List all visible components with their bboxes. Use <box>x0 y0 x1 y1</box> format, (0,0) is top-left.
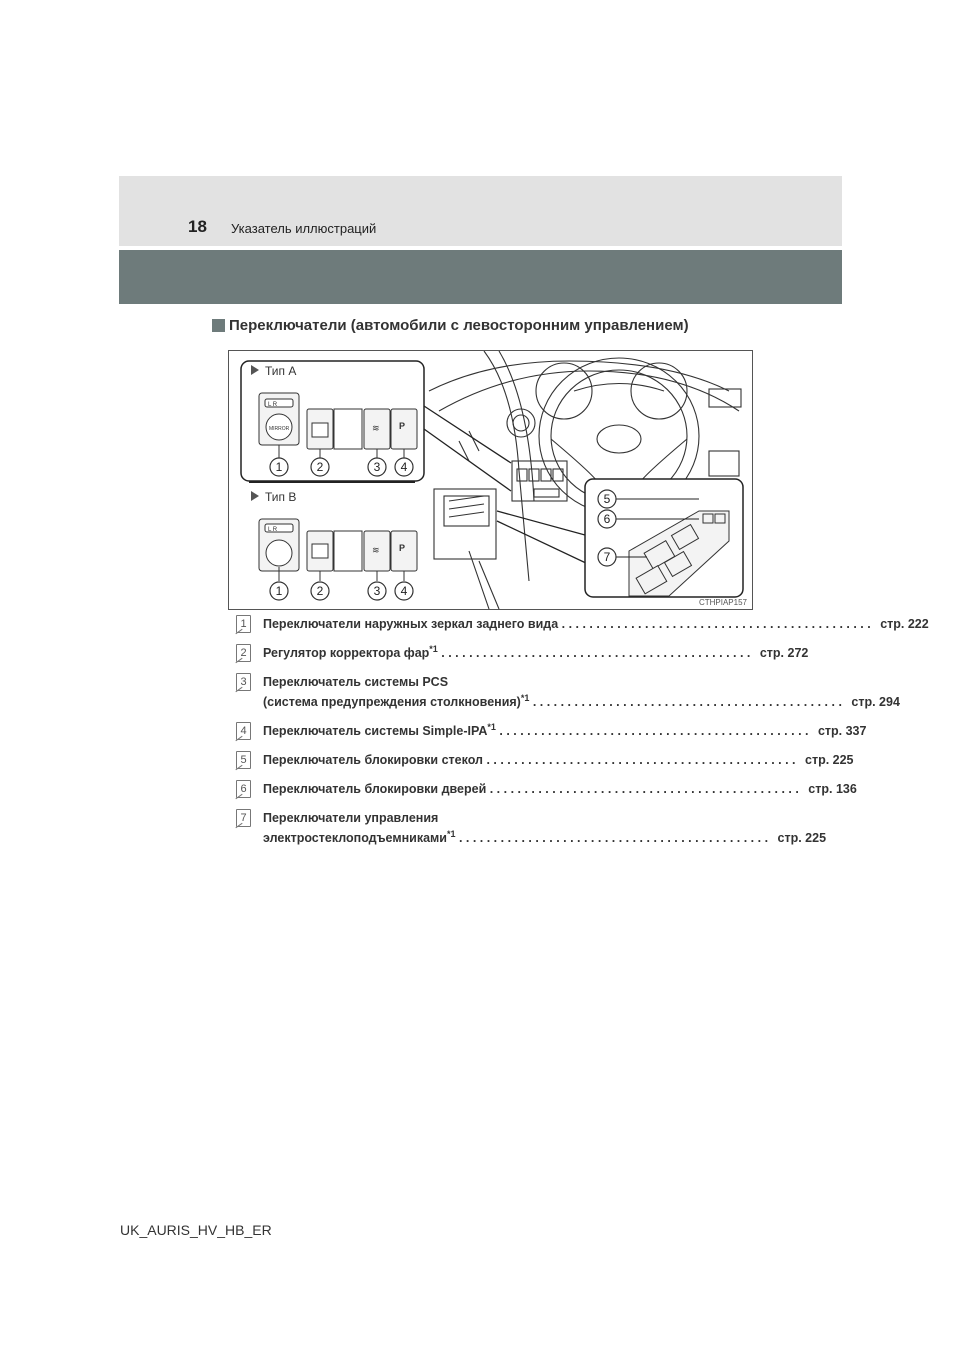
callout-4-b: 4 <box>400 584 408 598</box>
callout-6: 6 <box>603 512 611 526</box>
list-item <box>236 750 854 770</box>
page-reference-link[interactable]: стр. 136 <box>808 782 857 796</box>
pcs-symbol-a: ≋ <box>372 423 380 433</box>
parking-assist-symbol-a: P <box>399 421 406 431</box>
type-a-label: Тип А <box>265 364 297 378</box>
item-label: Регулятор корректора фар <box>263 646 430 660</box>
item-number: 5 <box>236 751 251 769</box>
figure-code: CTHPIAP157 <box>698 598 747 607</box>
page-reference-link[interactable]: стр. 225 <box>777 831 827 845</box>
callout-1-a: 1 <box>275 460 283 474</box>
callout-3-b: 3 <box>373 584 381 598</box>
footnote-mark: *1 <box>446 828 456 839</box>
callout-7: 7 <box>603 550 611 564</box>
callout-4-a: 4 <box>400 460 408 474</box>
switches-illustration <box>228 350 753 610</box>
page-reference-link[interactable]: стр. 337 <box>817 724 867 738</box>
item-label-line2: электростеклоподъемниками <box>263 831 447 845</box>
document-code: UK_AURIS_HV_HB_ER <box>120 1222 272 1238</box>
list-item <box>236 779 857 799</box>
page-reference-link[interactable]: стр. 272 <box>759 646 809 660</box>
mirror-switch-l-r: L R <box>268 402 278 408</box>
header-band <box>119 176 842 246</box>
callout-5: 5 <box>603 492 611 506</box>
item-label-line1: Переключатели управления <box>263 811 439 825</box>
list-item <box>236 643 809 663</box>
item-label: Переключатель блокировки дверей . . . <box>263 779 802 799</box>
list-item <box>236 808 827 848</box>
item-label: Переключатель системы Simple-IPA <box>263 724 488 738</box>
list-item <box>236 672 900 712</box>
square-bullet-icon <box>212 319 225 332</box>
item-label-line2: (система предупреждения столкновения) <box>263 695 521 709</box>
footnote-mark: *1 <box>487 721 496 732</box>
header-dark-band <box>119 250 842 304</box>
page-section-title: Указатель иллюстраций <box>231 221 377 236</box>
mirror-label: MIRROR <box>269 426 290 432</box>
item-number: 7 <box>236 809 251 827</box>
item-number: 4 <box>236 722 251 740</box>
pcs-symbol-b: ≋ <box>372 545 380 555</box>
section-heading-text: Переключатели (автомобили с левосторонним управлением) <box>229 317 689 334</box>
type-b-label: Тип В <box>265 490 297 504</box>
footnote-mark: *1 <box>520 692 530 703</box>
dashboard-drawing <box>229 351 752 609</box>
parking-assist-symbol-b: P <box>399 543 406 553</box>
list-item <box>236 721 867 741</box>
callout-3-a: 3 <box>373 460 381 474</box>
page-reference-link[interactable]: стр. 225 <box>805 753 854 767</box>
page-number: 18 <box>188 217 207 236</box>
callout-1-b: 1 <box>275 584 283 598</box>
callout-2-b: 2 <box>316 584 324 598</box>
item-number: 3 <box>236 673 251 691</box>
page-reference-link[interactable]: стр. 222 <box>880 617 929 631</box>
item-number: 2 <box>236 644 251 662</box>
callout-2-a: 2 <box>316 460 324 474</box>
switch-list <box>236 614 929 857</box>
item-number: 1 <box>236 615 251 633</box>
item-label-line1: Переключатель системы PCS <box>263 675 449 689</box>
page-reference-link[interactable]: стр. 294 <box>851 695 900 709</box>
mirror-switch-l-r-b: L R <box>268 527 278 533</box>
item-label: Переключатели наружных зеркал заднего вида . . . <box>263 614 874 634</box>
section-heading <box>212 317 689 334</box>
footnote-mark: *1 <box>429 643 438 654</box>
list-item <box>236 614 929 634</box>
item-label: Переключатель блокировки стекол . . . <box>263 750 799 770</box>
item-number: 6 <box>236 780 251 798</box>
